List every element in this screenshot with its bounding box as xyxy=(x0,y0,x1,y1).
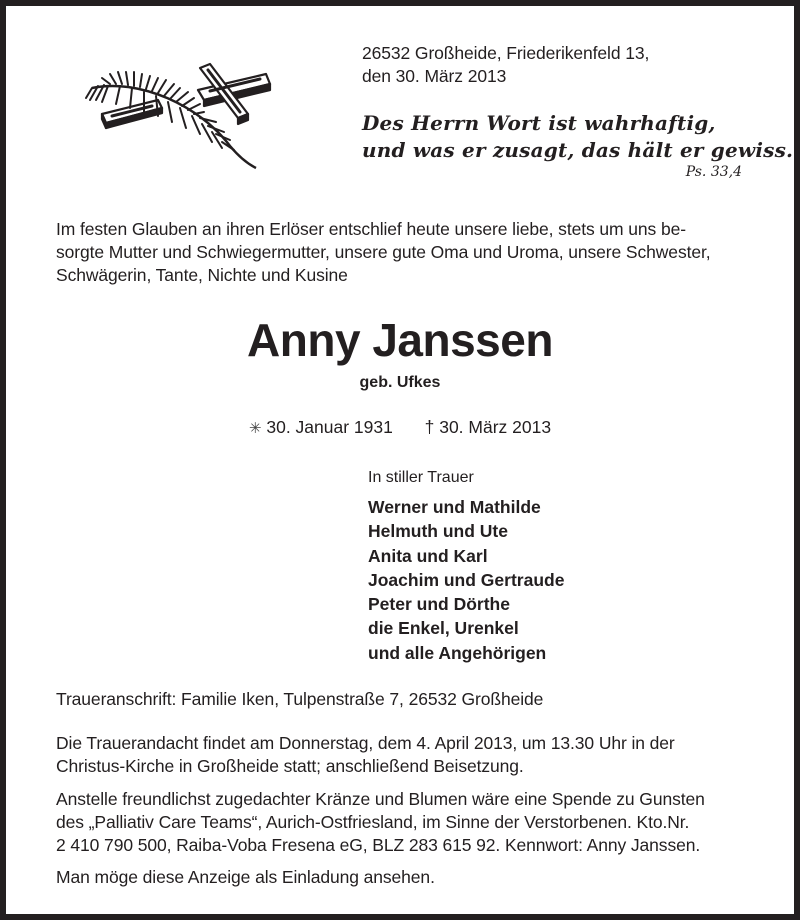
mourners-list xyxy=(368,495,564,665)
intro-line: Schwägerin, Tante, Nichte und Kusine xyxy=(56,265,348,285)
maiden-name: geb. Ufkes xyxy=(359,374,441,391)
life-dates xyxy=(6,416,794,439)
mourning-heading: In stiller Trauer xyxy=(368,469,474,486)
closing-note: Man möge diese Anzeige als Einladung ansehen. xyxy=(56,867,435,887)
mourner-entry: Anita und Karl xyxy=(368,545,488,566)
donation-info xyxy=(56,788,705,857)
birth-star-icon: ✳ xyxy=(248,419,262,437)
verse-line-1: Des Herrn Wort ist wahrhaftig, xyxy=(362,111,716,135)
bible-verse xyxy=(362,110,793,164)
death-date: 30. März 2013 xyxy=(439,417,552,437)
birth-date: 30. Januar 1931 xyxy=(266,417,393,437)
mourner-entry: Joachim und Gertraude xyxy=(368,569,565,590)
sender-address xyxy=(362,42,649,88)
verse-reference: Ps. 33,4 xyxy=(685,164,742,180)
death-cross-icon: † xyxy=(424,417,435,437)
cross-with-palm-branch-icon xyxy=(80,56,290,176)
intro-line: sorgte Mutter und Schwiegermutter, unsere gute Oma und Uroma, unsere Schwester, xyxy=(56,242,711,262)
service-line: Die Trauerandacht findet am Donnerstag, dem 4. April 2013, um 13.30 Uhr in der xyxy=(56,733,675,753)
donation-line: des „Palliativ Care Teams“, Aurich-Ostfriesland, im Sinne der Verstorbenen. Kto.Nr. xyxy=(56,812,690,832)
verse-line-2: und was er zusagt, das hält er gewiss. xyxy=(362,138,794,162)
deceased-name: Anny Janssen xyxy=(247,314,553,366)
service-line: Christus-Kirche in Großheide statt; anschließend Beisetzung. xyxy=(56,756,524,776)
intro-paragraph xyxy=(56,218,711,287)
mourner-entry: die Enkel, Urenkel xyxy=(368,618,519,639)
mourner-entry: und alle Angehörigen xyxy=(368,642,547,663)
mourner-entry: Werner und Mathilde xyxy=(368,497,541,517)
mourner-entry: Peter und Dörthe xyxy=(368,594,510,615)
donation-line: Anstelle freundlichst zugedachter Kränze und Blumen wäre eine Spende zu Gunsten xyxy=(56,789,705,809)
intro-line: Im festen Glauben an ihren Erlöser entschlief heute unsere liebe, stets um uns be- xyxy=(56,219,686,239)
address-line: 26532 Großheide, Friederikenfeld 13, xyxy=(362,43,650,63)
obituary-notice xyxy=(6,6,794,914)
mourner-entry: Helmuth und Ute xyxy=(368,521,508,542)
donation-line: 2 410 790 500, Raiba-Voba Fresena eG, BLZ 283 615 92. Kennwort: Anny Janssen. xyxy=(56,835,701,855)
notice-date: den 30. März 2013 xyxy=(362,66,507,86)
mourning-address: Traueranschrift: Familie Iken, Tulpenstraße 7, 26532 Großheide xyxy=(56,689,544,709)
service-info xyxy=(56,732,675,778)
